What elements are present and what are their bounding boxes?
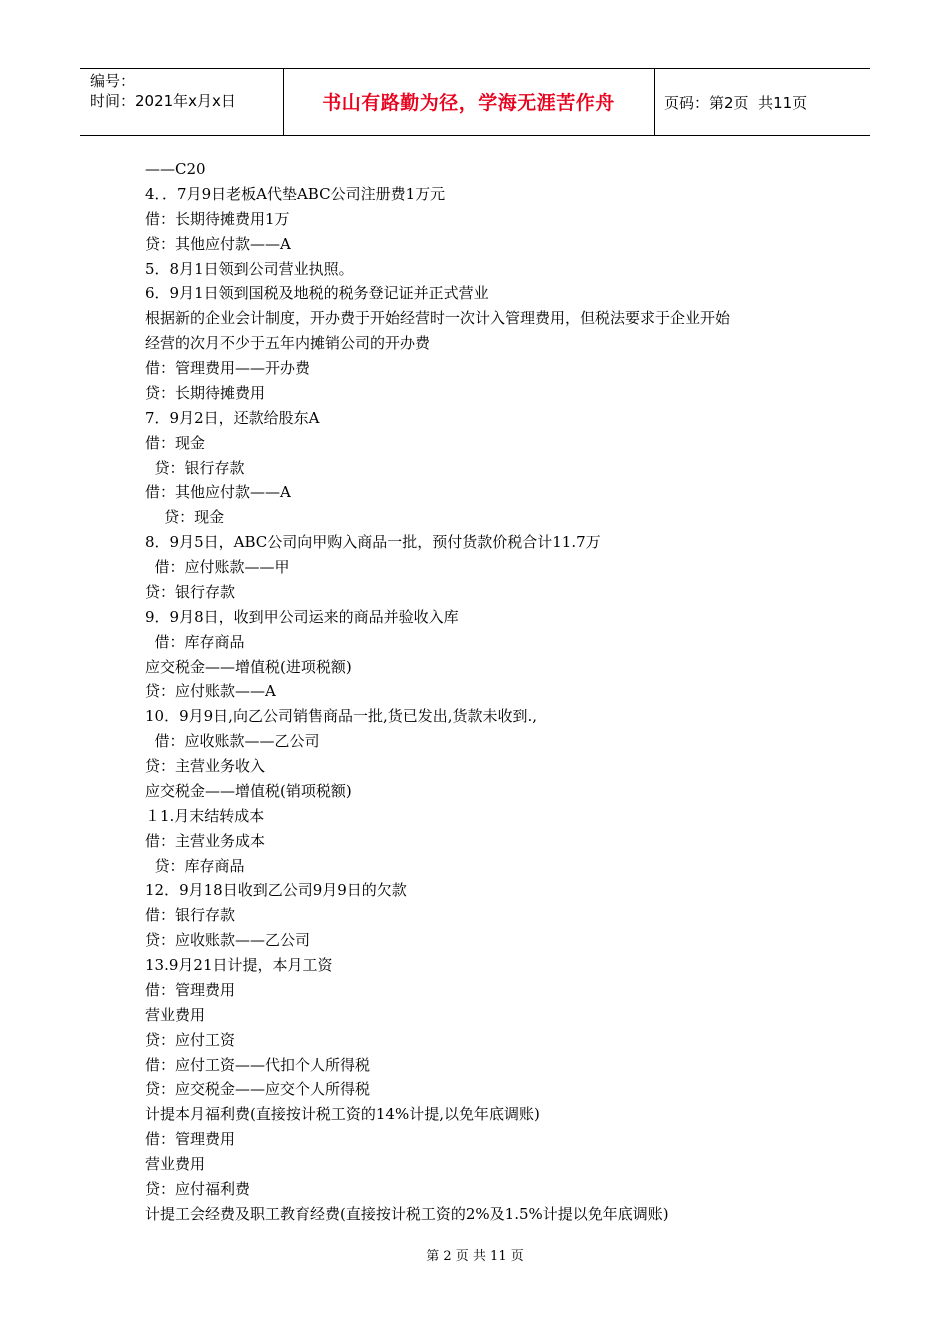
body-line: 借：应付工资——代扣个人所得税 [145, 1055, 371, 1074]
body-line: 借：现金 [145, 433, 206, 452]
header-number-label: 编号： [90, 72, 136, 90]
header-bottom-border [80, 135, 870, 136]
body-line: ——C20 [145, 160, 206, 178]
body-line: 营业费用 [145, 1005, 206, 1024]
body-line: 10．9月9日,向乙公司销售商品一批,货已发出,货款未收到., [145, 707, 538, 726]
body-line: 贷：长期待摊费用 [145, 383, 266, 402]
body-line: 借：长期待摊费用1万 [145, 209, 290, 228]
body-line: 借：库存商品 [145, 632, 245, 651]
body-line: 贷：应付账款——A [145, 682, 276, 701]
header-motto: 书山有路勤为径，学海无涯苦作舟 [322, 92, 615, 114]
body-line: 12．9月18日收到乙公司9月9日的欠款 [145, 881, 407, 900]
body-line: 应交税金——增值税(进项税额) [145, 657, 352, 676]
body-line: 贷：应交税金——应交个人所得税 [145, 1080, 371, 1099]
body-line: 借：应付账款——甲 [145, 558, 290, 576]
body-line: 计提工会经费及职工教育经费(直接按计税工资的2%及1.5%计提以免年底调账) [145, 1204, 669, 1223]
body-line: 13.9月21日计提，本月工资 [145, 956, 333, 974]
body-line: 经营的次月不少于五年内摊销公司的开办费 [145, 334, 431, 353]
body-line: 借：管理费用 [145, 1130, 236, 1149]
body-line: 9．9月8日，收到甲公司运来的商品并验收入库 [145, 607, 459, 626]
body-line: 6．9月1日领到国税及地税的税务登记证并正式营业 [145, 284, 489, 303]
body-line: 贷：应收账款——乙公司 [145, 931, 311, 950]
body-line: 贷：银行存款 [145, 458, 245, 477]
body-line: 营业费用 [145, 1155, 206, 1173]
body-line: 贷：应付福利费 [145, 1179, 251, 1198]
body-line: 应交税金——增值税(销项税额) [145, 781, 352, 800]
body-line: 4．．7月9日老板A代垫ABC公司注册费1万元 [145, 184, 446, 203]
header-divider-right [654, 68, 655, 136]
body-line: 根据新的企业会计制度，开办费于开始经营时一次计入管理费用，但税法要求于企业开始 [145, 309, 731, 328]
header-page-info: 页码：第2页 共11页 [664, 94, 808, 112]
body-line: 7．9月2日，还款给股东A [145, 408, 320, 427]
body-line: １1.月末结转成本 [145, 806, 265, 825]
body-line: 计提本月福利费(直接按计税工资的14%计提,以免年底调账) [145, 1105, 540, 1124]
body-line: 借：管理费用 [145, 980, 236, 999]
body-line: 借：银行存款 [145, 906, 236, 925]
document-body [145, 157, 845, 1227]
body-line: 借：主营业务成本 [145, 831, 266, 850]
body-line: 贷：银行存款 [145, 582, 236, 601]
body-line: 贷：现金 [145, 508, 225, 527]
body-line: 贷：其他应付款——A [145, 234, 291, 253]
body-line: 贷：主营业务收入 [145, 757, 266, 775]
body-line: 借：管理费用——开办费 [145, 359, 311, 377]
header-top-border [80, 68, 870, 69]
body-line: 8．9月5日，ABC公司向甲购入商品一批，预付货款价税合计11.7万 [145, 533, 601, 552]
body-line: 借：其他应付款——A [145, 483, 291, 502]
footer-page-number: 第 2 页 共 11 页 [426, 1249, 524, 1264]
header-meta [90, 71, 236, 111]
body-line: 贷：库存商品 [145, 856, 245, 875]
body-line: 借：应收账款——乙公司 [145, 732, 320, 751]
header-time-label: 时间：2021年x月x日 [90, 92, 236, 110]
body-line: 贷：应付工资 [145, 1030, 236, 1049]
body-line: 5．8月1日领到公司营业执照。 [145, 259, 354, 278]
